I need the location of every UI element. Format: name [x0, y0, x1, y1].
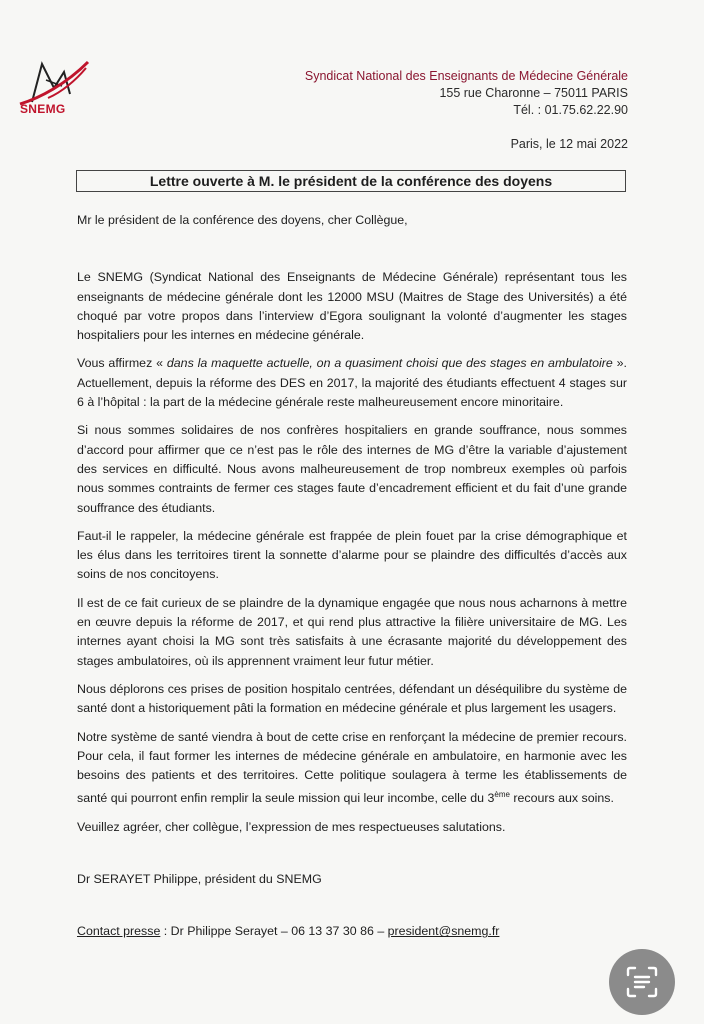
paragraph-3: Si nous sommes solidaires de nos confrères hospitaliers en grande souffrance, nous sommes d’accord pour affirmer que ce n’est pas le rôle des internes de MG d’être la variable d’ajustement des services en difficulté. Nous avons malheureusement de trop nombreux exemples où parfois nous sommes contraints de fermer ces stages faute d’encadrement efficient et du fait d’une grande souffrance des étudiants. [77, 423, 627, 515]
quote: dans la maquette actuelle, on a quasiment choisi que des stages en ambulatoire [166, 356, 613, 371]
closing: Veuillez agréer, cher collègue, l’expression de mes respectueuses salutations. [77, 819, 506, 834]
signature: Dr SERAYET Philippe, président du SNEMG [77, 872, 322, 887]
press-contact [77, 922, 627, 941]
salutation: Mr le président de la conférence des doyens, cher Collègue, [77, 213, 408, 227]
organization-phone: Tél. : 01.75.62.22.90 [513, 103, 628, 117]
organization-address: 155 rue Charonne – 75011 PARIS [439, 86, 628, 100]
paragraph-2-rest: ». Actuellement, depuis la réforme des DES en 2017, la majorité des étudiants effectuent 4 stages sur 6 à l’hôpital : la part de la médecine générale reste malheureusement encore minoritaire. [77, 356, 627, 410]
paragraph-7-text: Notre système de santé viendra à bout de cette crise en renforçant la médecine de premier recours. Pour cela, il faut former les internes de médecine générale en ambulatoire, en harmonie avec les besoins des patients et des territoires. Cette politique soulagera à terme les établissements de santé qui pourront enfin remplir la seule mission qui leur incombe, celle du 3 [77, 729, 627, 806]
paragraph-1: Le SNEMG (Syndicat National des Enseignants de Médecine Générale) représentant tous les enseignants de médecine générale dont les 12000 MSU (Maitres de Stage des Universités) a été choqué par votre propos dans l’interview d’Egora soulignant la volonté d’augmenter les stages hospitaliers pour les internes en médecine générale. [77, 270, 627, 343]
snemg-logo-icon [18, 58, 94, 106]
letter-date: Paris, le 12 mai 2022 [510, 137, 628, 151]
scan-text-icon [625, 965, 659, 999]
superscript: ème [494, 790, 510, 800]
paragraph-7-end: recours aux soins. [509, 791, 614, 806]
contact-details: : Dr Philippe Serayet – 06 13 37 30 86 – [160, 924, 388, 939]
letter-title: Lettre ouverte à M. le président de la conférence des doyens [76, 170, 626, 192]
contact-label: Contact presse [77, 924, 161, 939]
paragraph-4: Faut-il le rappeler, la médecine générale est frappée de plein fouet par la crise démographique et les élus dans les territoires tirent la sonnette d’alarme pour se plaindre des difficultés d’accès aux soins de nos concitoyens. [77, 528, 627, 582]
scan-text-button[interactable] [609, 949, 675, 1015]
letterhead [305, 68, 628, 119]
paragraph-7 [77, 728, 627, 809]
paragraph-5: Il est de ce fait curieux de se plaindre de la dynamique engagée que nous nous acharnons à mettre en œuvre depuis la réforme de 2017, et qui rend plus attractive la filière universitaire de MG. Les internes ayant choisi la MG sont très satisfaits à une écrasante majorité du développement des stages ambulatoires, où ils apprennent vraiment leur futur métier. [77, 595, 627, 668]
paragraph-6: Nous déplorons ces prises de position hospitalo centrées, défendant un déséquilibre du système de santé dont a historiquement pâti la formation en médecine générale et plus largement les usagers. [77, 681, 627, 716]
paragraph-2 [77, 354, 627, 412]
contact-email[interactable]: president@snemg.fr [387, 924, 500, 939]
letter-body [77, 211, 627, 942]
paragraph-2-intro: Vous affirmez « [77, 356, 167, 371]
organization-name: Syndicat National des Enseignants de Médecine Générale [304, 69, 628, 83]
snemg-logo [18, 58, 94, 122]
logo-text: SNEMG [20, 102, 66, 116]
